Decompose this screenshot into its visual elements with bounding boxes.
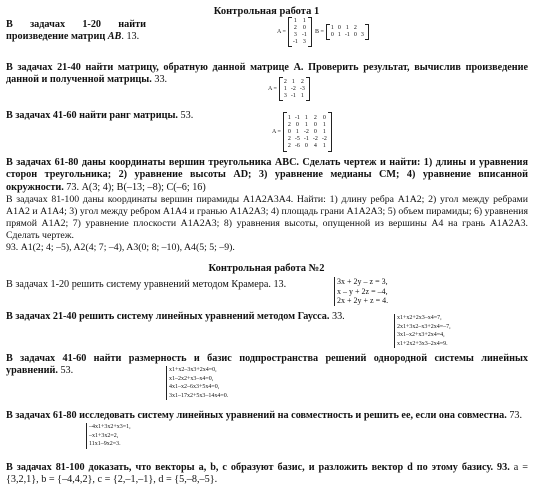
- section-title-kr2: Контрольная работа №2: [208, 263, 325, 274]
- task-41-60: В задачах 41-60 найти ранг матрицы. 53.: [6, 110, 194, 121]
- section-title-kr1: Контрольная работа 1: [213, 6, 320, 17]
- matrix-a-53: A = 1 -1 1 2 0 2 0 1 0 1 0 1 -2 0 1 2 -5 -1 -2 -2 2 -6 0 4 1: [272, 112, 332, 152]
- system-homogeneous: x1+x2–3x3+2x4=0, x1–2x2+x3–x4=0, 4x1–x2–6x3+5x4=0, 3x1–17x2+5x3–14x4=0.: [166, 366, 228, 400]
- task-61-80: В задачах 61-80 даны координаты вершин треугольника ABC. Сделать чертеж и найти: 1) длины и уравнения сторон треугольника; 2) уравнение высоты AD; 3) уравнение медианы СМ; 4) уравнение вписанной окружности. 73. A(3; 4); B(–13; –8); C(–6; 16): [6, 157, 528, 193]
- system-gauss: x1+x2+2x3–x4=7, 2x1+3x2–x3+2x4=–7, 3x1–x2+x3+2x4=4, x1+2x2+3x3–2x4=9.: [394, 314, 451, 348]
- matrix-a-13: A = 1 1 2 0 3 -1 -1 3: [277, 17, 312, 47]
- task2-41-60: В задачах 41-60 найти размерность и базис подпространства решений однородной системы линейных уравнений. 53.: [6, 353, 528, 377]
- task-21-40: В задачах 21-40 найти матрицу, обратную данной матрице А. Проверить результат, вычислив произведение данной и полученной матрицы. 33.: [6, 62, 528, 86]
- task2-1-20: В задачах 1-20 решить систему уравнений методом Крамера. 13.: [6, 279, 287, 290]
- task2-61-80: В задачах 61-80 исследовать систему линейных уравнений на совместность и решить ее, если она совместна. 73.: [6, 410, 523, 421]
- system-consistency: –4x1+3x2+x3=1, –x1+3x2=2, 11x1–9x2=3.: [86, 423, 131, 449]
- task2-21-40: В задачах 21-40 решить систему линейных уравнений методом Гаусса. 33.: [6, 311, 345, 322]
- system-kramer: 3x + 2y – z = 3, x – y + 2z = –4, 2x + 2y + z = 4.: [334, 277, 388, 306]
- task2-81-100: В задачах 81-100 доказать, что векторы a, b, c образуют базис, и разложить вектор d по этому базису. 93. a = {3,2,1}, b = {–4,4,2}, c = {2,–1,–1}, d = {5,–8,–5}.: [6, 462, 528, 486]
- matrix-b-13: B = 1 0 1 2 0 1 -1 0 3: [315, 24, 369, 40]
- task-81-100: В задачах 81-100 даны координаты вершин пирамиды A1A2A3A4. Найти: 1) длину ребра A1A2; 2) угол между ребрами A1A2 и A1A4; 3) угол между ребром A1A4 и гранью A1A2A3; 4) площадь грани A1A2A3; 5) объем пирамиды; 6) уравнения прямой A1A2; 7) уравнение плоскости A1A2A3; 8) уравнения высоты, опущенной из вершины A4 на грань A1A2A3. Сделать чертеж. 93. A1(2; 4; –5), A2(4; 7; –4), A3(0; 8; –10), A4(5; 5; –9).: [6, 194, 528, 254]
- matrix-a-33: A = 2 1 2 1 -2 -3 3 -1 1: [268, 77, 310, 101]
- task-1-20: В задачах 1-20 найти произведение матриц АВ. 13.: [6, 19, 146, 43]
